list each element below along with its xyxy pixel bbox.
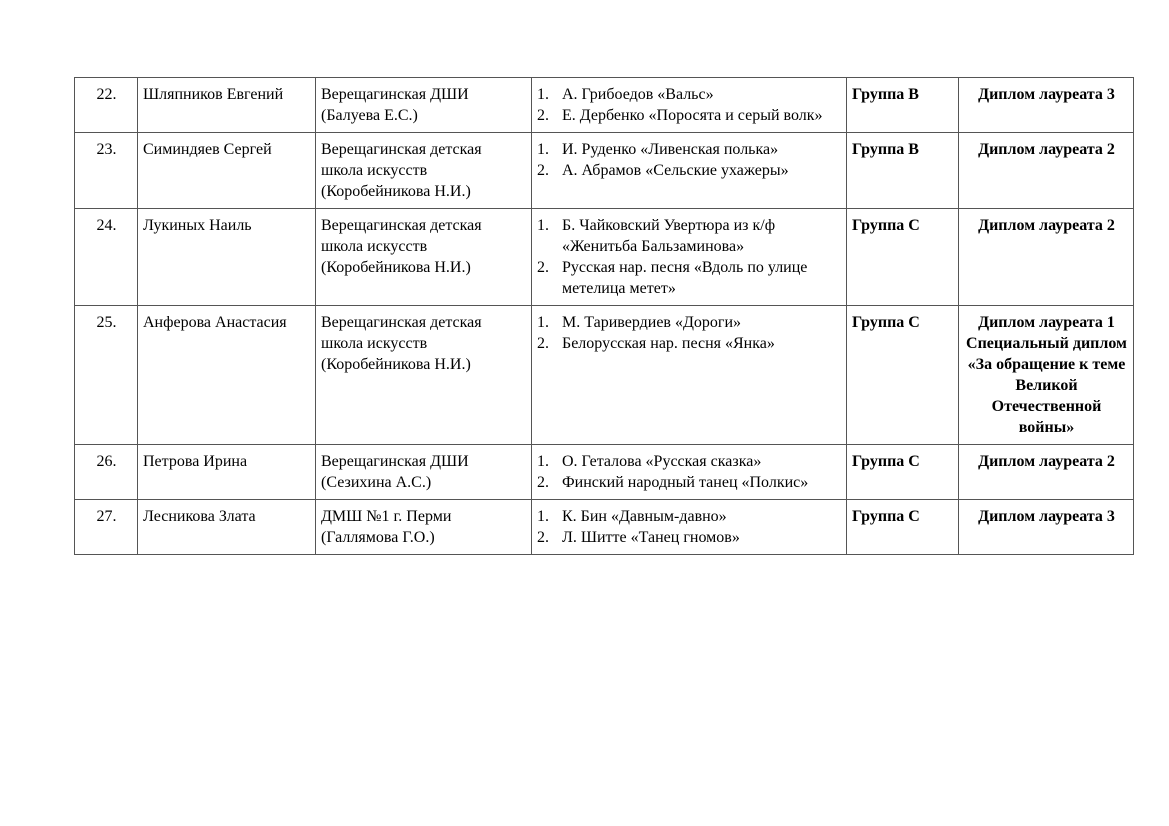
repertoire-cell <box>532 306 847 445</box>
repertoire-cell <box>532 78 847 133</box>
repertoire-item <box>537 160 842 181</box>
repertoire-item <box>537 139 842 160</box>
award-cell <box>959 78 1134 133</box>
award-text: Диплом лауреата 1 <box>978 314 1115 331</box>
repertoire-item <box>537 312 842 333</box>
school-teacher-cell: Верещагинская ДШИ (Сезихина А.С.) <box>316 445 532 500</box>
repertoire-text: Белорусская нар. песня «Янка» <box>562 335 775 352</box>
repertoire-item <box>537 257 842 299</box>
group-cell: Группа С <box>847 306 959 445</box>
list-marker: 1. <box>537 141 549 158</box>
row-number-cell: 27. <box>75 500 138 555</box>
repertoire-cell <box>532 133 847 209</box>
list-marker: 1. <box>537 86 549 103</box>
group-cell: Группа В <box>847 133 959 209</box>
repertoire-item <box>537 333 842 354</box>
table-row <box>75 500 1134 555</box>
award-cell <box>959 133 1134 209</box>
award-text: Специальный диплом «За обращение к теме Великой Отечественной войны» <box>966 335 1127 436</box>
award-cell <box>959 445 1134 500</box>
repertoire-text: М. Таривердиев «Дороги» <box>562 314 742 331</box>
repertoire-cell <box>532 445 847 500</box>
participant-name-cell: Лукиных Наиль <box>138 209 316 306</box>
list-marker: 2. <box>537 474 549 491</box>
repertoire-text: Л. Шитте «Танец гномов» <box>562 529 740 546</box>
group-cell: Группа В <box>847 78 959 133</box>
school-teacher-cell: Верещагинская детская школа искусств (Коробейникова Н.И.) <box>316 306 532 445</box>
repertoire-text: А. Абрамов «Сельские ухажеры» <box>562 162 789 179</box>
repertoire-text: Е. Дербенко «Поросята и серый волк» <box>562 107 823 124</box>
repertoire-list <box>537 312 842 354</box>
row-number-cell: 22. <box>75 78 138 133</box>
school-teacher-cell: Верещагинская детская школа искусств (Коробейникова Н.И.) <box>316 133 532 209</box>
repertoire-list <box>537 139 842 181</box>
award-text: Диплом лауреата 2 <box>978 141 1115 158</box>
results-table-body <box>75 78 1134 555</box>
list-marker: 1. <box>537 508 549 525</box>
row-number-cell: 24. <box>75 209 138 306</box>
award-cell <box>959 500 1134 555</box>
table-row <box>75 133 1134 209</box>
participant-name-cell: Симиндяев Сергей <box>138 133 316 209</box>
school-teacher-cell: ДМШ №1 г. Перми (Галлямова Г.О.) <box>316 500 532 555</box>
school-teacher-cell: Верещагинская ДШИ (Балуева Е.С.) <box>316 78 532 133</box>
repertoire-list <box>537 215 842 299</box>
repertoire-item <box>537 451 842 472</box>
repertoire-text: К. Бин «Давным-давно» <box>562 508 727 525</box>
table-row <box>75 209 1134 306</box>
list-marker: 2. <box>537 107 549 124</box>
list-marker: 2. <box>537 162 549 179</box>
row-number-cell: 25. <box>75 306 138 445</box>
repertoire-item <box>537 472 842 493</box>
list-marker: 1. <box>537 217 549 234</box>
table-row <box>75 445 1134 500</box>
list-marker: 2. <box>537 259 549 276</box>
repertoire-cell <box>532 209 847 306</box>
repertoire-text: О. Геталова «Русская сказка» <box>562 453 762 470</box>
repertoire-item <box>537 215 842 257</box>
participant-name-cell: Анферова Анастасия <box>138 306 316 445</box>
list-marker: 2. <box>537 335 549 352</box>
repertoire-item <box>537 84 842 105</box>
award-cell <box>959 209 1134 306</box>
list-marker: 1. <box>537 314 549 331</box>
repertoire-text: Русская нар. песня «Вдоль по улице метелица метет» <box>562 259 808 297</box>
table-row <box>75 306 1134 445</box>
award-text: Диплом лауреата 3 <box>978 86 1115 103</box>
award-cell <box>959 306 1134 445</box>
award-text: Диплом лауреата 2 <box>978 217 1115 234</box>
repertoire-text: А. Грибоедов «Вальс» <box>562 86 714 103</box>
repertoire-cell <box>532 500 847 555</box>
repertoire-item <box>537 105 842 126</box>
award-text: Диплом лауреата 3 <box>978 508 1115 525</box>
group-cell: Группа С <box>847 445 959 500</box>
participant-name-cell: Лесникова Злата <box>138 500 316 555</box>
school-teacher-cell: Верещагинская детская школа искусств (Коробейникова Н.И.) <box>316 209 532 306</box>
participant-name-cell: Шляпников Евгений <box>138 78 316 133</box>
repertoire-item <box>537 527 842 548</box>
row-number-cell: 23. <box>75 133 138 209</box>
repertoire-list <box>537 84 842 126</box>
repertoire-text: Б. Чайковский Увертюра из к/ф «Женитьба Бальзаминова» <box>562 217 776 255</box>
repertoire-list <box>537 506 842 548</box>
repertoire-list <box>537 451 842 493</box>
group-cell: Группа С <box>847 209 959 306</box>
repertoire-text: И. Руденко «Ливенская полька» <box>562 141 779 158</box>
list-marker: 2. <box>537 529 549 546</box>
repertoire-item <box>537 506 842 527</box>
row-number-cell: 26. <box>75 445 138 500</box>
group-cell: Группа С <box>847 500 959 555</box>
list-marker: 1. <box>537 453 549 470</box>
results-table <box>74 77 1134 555</box>
participant-name-cell: Петрова Ирина <box>138 445 316 500</box>
table-row <box>75 78 1134 133</box>
repertoire-text: Финский народный танец «Полкис» <box>562 474 809 491</box>
award-text: Диплом лауреата 2 <box>978 453 1115 470</box>
